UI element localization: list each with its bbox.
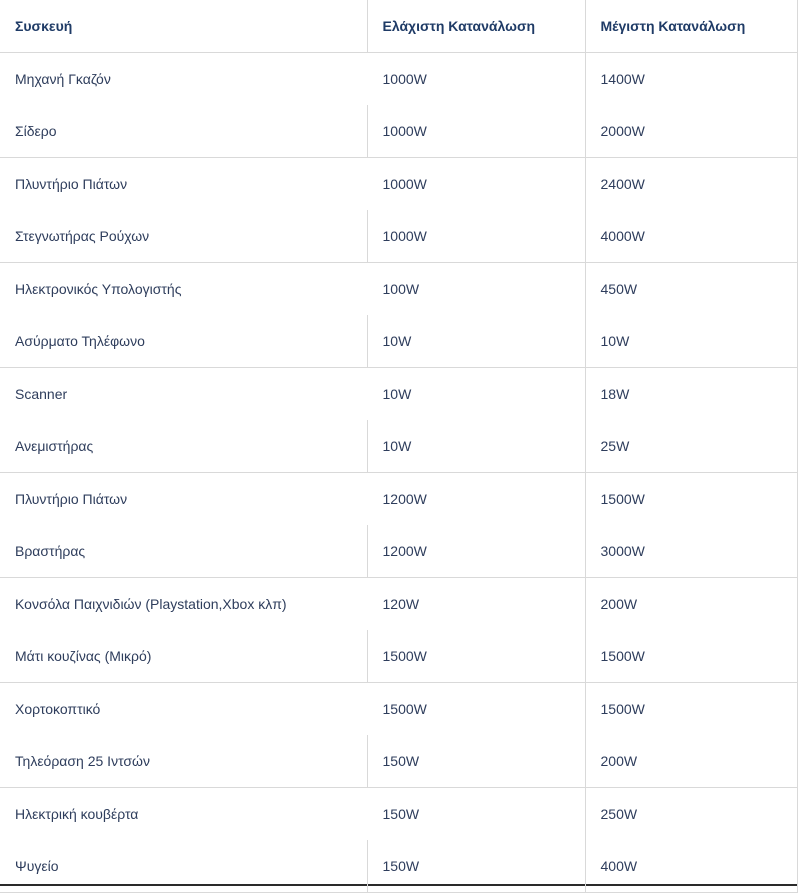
min-consumption-cell: 1500W (367, 630, 585, 683)
min-consumption-cell: 1000W (367, 158, 585, 211)
table-header-row (0, 0, 797, 53)
table-row (0, 473, 797, 526)
min-consumption-cell: 1200W (367, 525, 585, 578)
table-row (0, 578, 797, 631)
table-row (0, 840, 797, 893)
max-consumption-cell: 1500W (585, 683, 797, 736)
device-cell: Χορτοκοπτικό (15, 701, 101, 717)
table-row (0, 315, 797, 368)
min-consumption-cell: 100W (367, 263, 585, 316)
table-row (0, 788, 797, 841)
device-cell: Ηλεκτρική κουβέρτα (15, 806, 139, 822)
min-consumption-cell: 120W (367, 578, 585, 631)
max-consumption-cell: 1500W (585, 473, 797, 526)
header-max-consumption: Μέγιστη Κατανάλωση (585, 0, 797, 53)
min-consumption-cell: 1000W (367, 53, 585, 106)
min-consumption-cell: 150W (367, 840, 585, 893)
max-consumption-cell: 1400W (585, 53, 797, 106)
device-cell: Σίδερο (0, 105, 367, 158)
device-cell: Πλυντήριο Πιάτων (15, 176, 128, 192)
table-body (0, 53, 797, 893)
device-cell: Ψυγείο (0, 840, 367, 893)
max-consumption-cell: 2000W (585, 105, 797, 158)
table-row (0, 105, 797, 158)
max-consumption-cell: 10W (585, 315, 797, 368)
min-consumption-cell: 1200W (367, 473, 585, 526)
header-device: Συσκευή (0, 0, 367, 53)
min-consumption-cell: 1500W (367, 683, 585, 736)
min-consumption-cell: 150W (367, 788, 585, 841)
min-consumption-cell: 10W (367, 368, 585, 421)
max-consumption-cell: 450W (585, 263, 797, 316)
device-cell: Ηλεκτρονικός Υπολογιστής (15, 281, 182, 297)
max-consumption-cell: 3000W (585, 525, 797, 578)
table-row (0, 420, 797, 473)
min-consumption-cell: 1000W (367, 210, 585, 263)
table-row (0, 630, 797, 683)
device-cell: Στεγνωτήρας Ρούχων (0, 210, 367, 263)
max-consumption-cell: 18W (585, 368, 797, 421)
max-consumption-cell: 400W (585, 840, 797, 893)
table-row (0, 368, 797, 421)
device-cell: Τηλεόραση 25 Ιντσών (0, 735, 367, 788)
max-consumption-cell: 200W (585, 578, 797, 631)
table-row (0, 210, 797, 263)
device-cell: Πλυντήριο Πιάτων (15, 491, 128, 507)
max-consumption-cell: 1500W (585, 630, 797, 683)
min-consumption-cell: 150W (367, 735, 585, 788)
min-consumption-cell: 1000W (367, 105, 585, 158)
min-consumption-cell: 10W (367, 315, 585, 368)
max-consumption-cell: 250W (585, 788, 797, 841)
device-cell: Κονσόλα Παιχνιδιών (Playstation,Xbox κλπ) (15, 596, 287, 612)
device-cell: Ασύρματο Τηλέφωνο (0, 315, 367, 368)
table-row (0, 263, 797, 316)
table-row (0, 53, 797, 106)
device-cell: Μηχανή Γκαζόν (15, 71, 111, 87)
device-cell: Μάτι κουζίνας (Μικρό) (0, 630, 367, 683)
table-row (0, 158, 797, 211)
table-row (0, 525, 797, 578)
max-consumption-cell: 4000W (585, 210, 797, 263)
device-cell: Βραστήρας (0, 525, 367, 578)
max-consumption-cell: 25W (585, 420, 797, 473)
table-row (0, 735, 797, 788)
max-consumption-cell: 200W (585, 735, 797, 788)
min-consumption-cell: 10W (367, 420, 585, 473)
header-min-consumption: Ελάχιστη Κατανάλωση (367, 0, 585, 53)
device-cell: Scanner (15, 386, 68, 402)
max-consumption-cell: 2400W (585, 158, 797, 211)
device-cell: Ανεμιστήρας (0, 420, 367, 473)
table-row (0, 683, 797, 736)
